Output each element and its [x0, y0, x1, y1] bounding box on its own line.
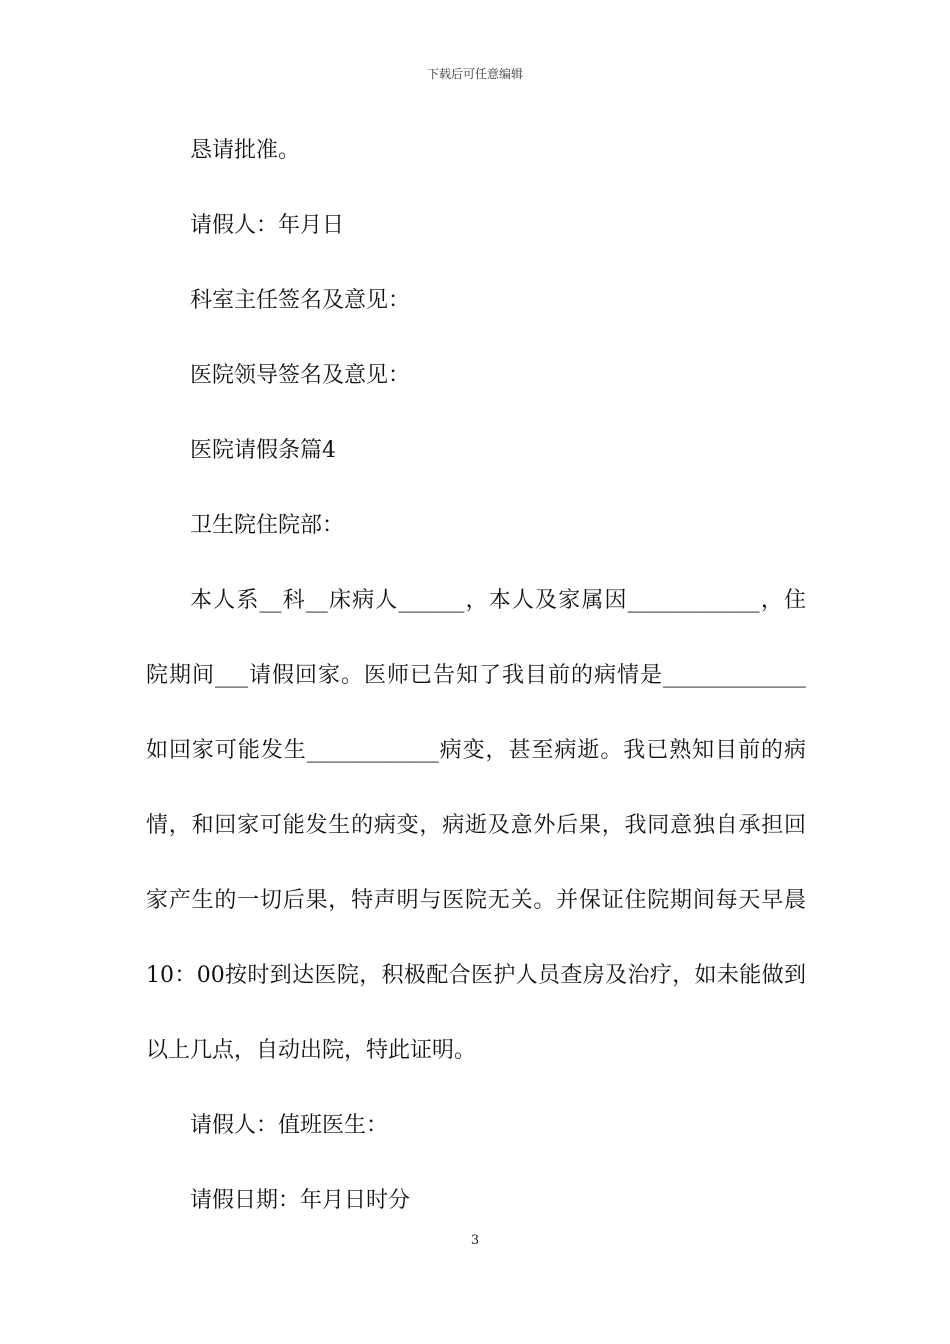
page-number: 3 [470, 1233, 480, 1248]
salutation-line: 卫生院住院部： [190, 513, 345, 538]
body-paragraph-line-2: 院期间___请假回家。医师已告知了我目前的病情是_____________ [146, 663, 806, 688]
body-paragraph-line-4: 情，和回家可能发生的病变，病逝及意外后果，我同意独自承担回 [146, 813, 806, 838]
body-paragraph-line-3: 如回家可能发生____________病变，甚至病逝。我已熟知目前的病 [146, 738, 806, 763]
body-paragraph-line-6: 10：00按时到达医院，积极配合医护人员查房及治疗，如未能做到 [146, 963, 806, 988]
body-paragraph-line-5: 家产生的一切后果，特声明与医院无关。并保证住院期间每天早晨 [146, 888, 806, 913]
department-head-signature-line: 科室主任签名及意见： [190, 288, 411, 313]
section-title: 医院请假条篇4 [190, 438, 336, 463]
body-paragraph-line-7: 以上几点，自动出院，特此证明。 [146, 1038, 477, 1063]
body-paragraph-line-1: 本人系__科__床病人______，本人及家属因____________，住 [190, 588, 806, 613]
leave-date-line: 请假日期：年月日时分 [190, 1188, 411, 1213]
page-header: 下载后可任意编辑 [426, 67, 523, 81]
hospital-leader-signature-line: 医院领导签名及意见： [190, 363, 411, 388]
applicant-doctor-line: 请假人：值班医生： [190, 1113, 389, 1138]
approval-request-line: 恳请批准。 [190, 138, 301, 163]
applicant-date-line: 请假人：年月日 [190, 213, 345, 238]
